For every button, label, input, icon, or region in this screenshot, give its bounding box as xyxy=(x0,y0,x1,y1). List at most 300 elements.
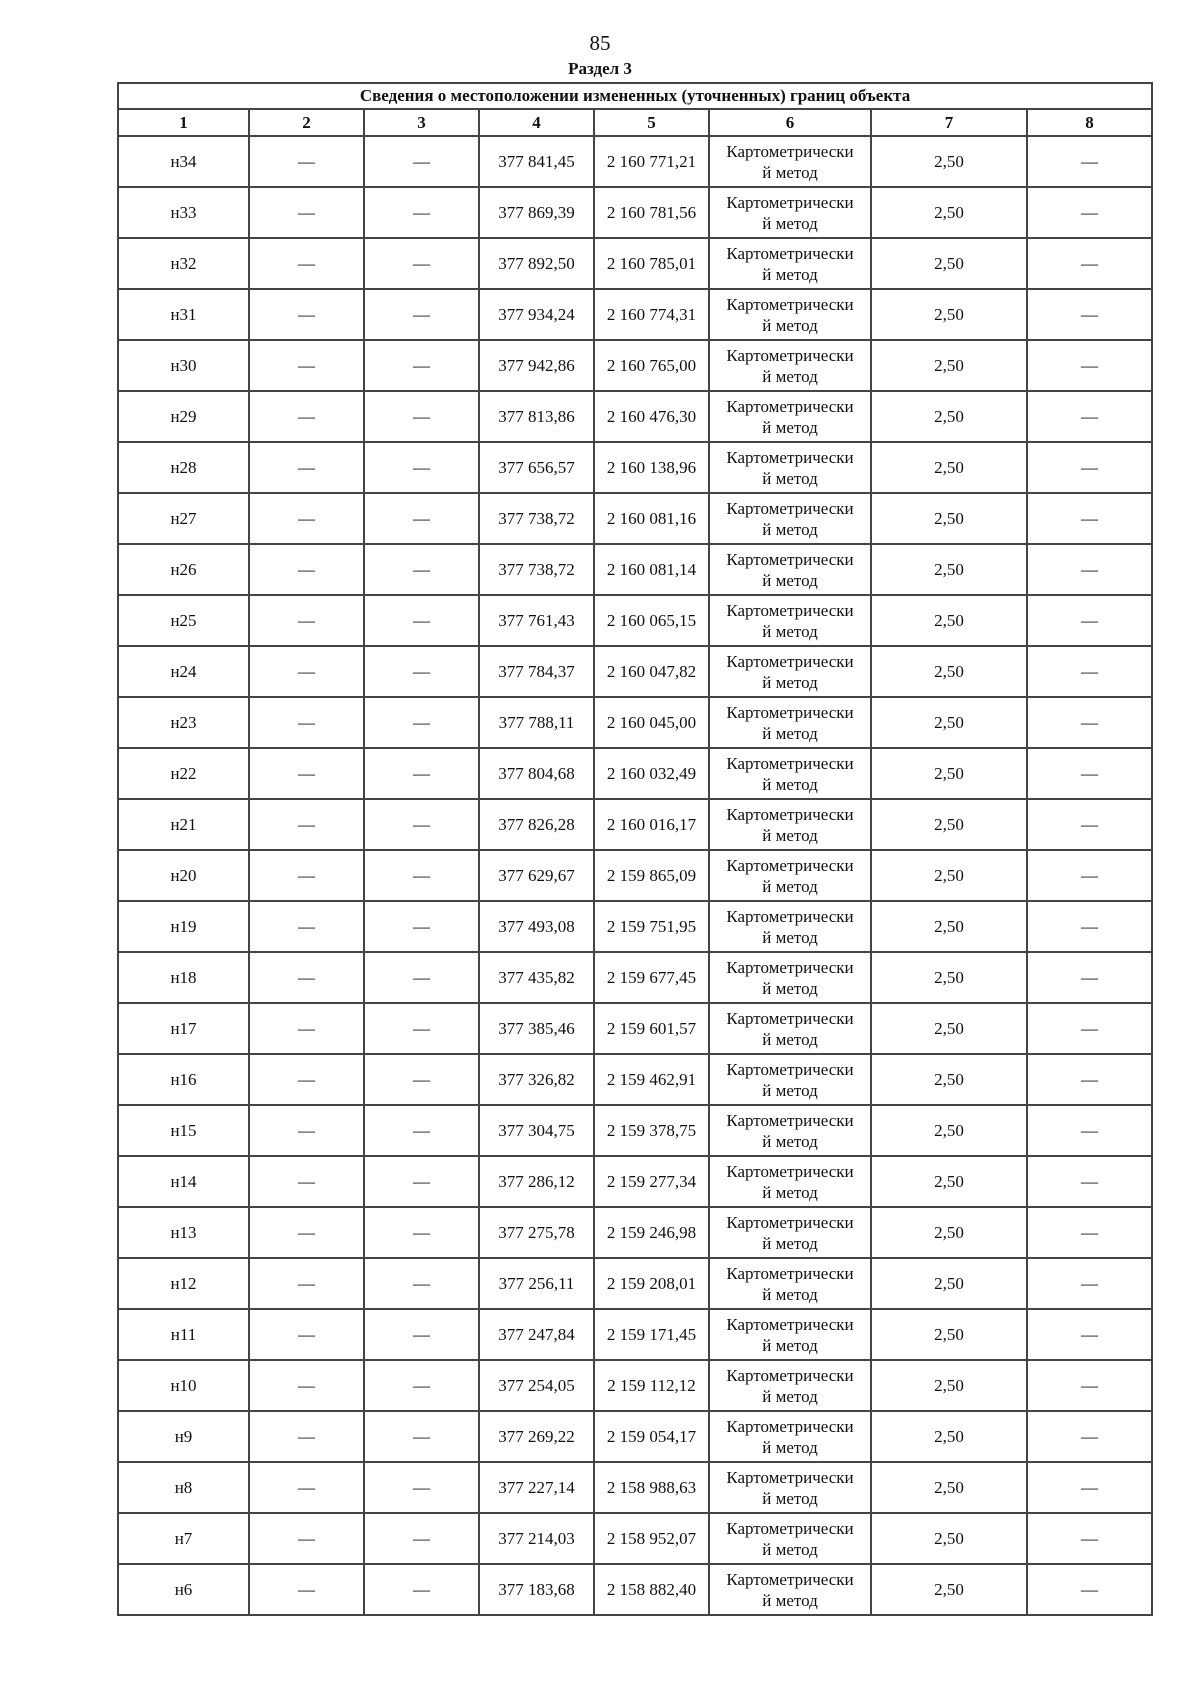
method-cell xyxy=(709,493,871,544)
column-2-cell: — xyxy=(249,1207,364,1258)
column-number: 4 xyxy=(479,109,594,136)
point-cell: н9 xyxy=(118,1411,249,1462)
y-coordinate-cell: 2 160 781,56 xyxy=(594,187,709,238)
column-2-cell: — xyxy=(249,187,364,238)
column-2-cell: — xyxy=(249,1054,364,1105)
y-coordinate-cell: 2 160 081,14 xyxy=(594,544,709,595)
method-cell xyxy=(709,1411,871,1462)
method-cell xyxy=(709,1207,871,1258)
method-cell xyxy=(709,748,871,799)
table-row xyxy=(118,1462,1152,1513)
column-number: 3 xyxy=(364,109,479,136)
column-2-cell: — xyxy=(249,1360,364,1411)
y-coordinate-cell: 2 160 771,21 xyxy=(594,136,709,187)
method-line-2: й метод xyxy=(762,1284,818,1304)
column-2-cell: — xyxy=(249,1564,364,1615)
page-number: 85 xyxy=(589,31,611,55)
column-3-cell: — xyxy=(364,595,479,646)
method-cell xyxy=(709,901,871,952)
column-3-cell: — xyxy=(364,544,479,595)
column-2-cell: — xyxy=(249,289,364,340)
method-line-2: й метод xyxy=(762,162,818,182)
table-row xyxy=(118,1564,1152,1615)
method-line-2: й метод xyxy=(762,825,818,845)
y-coordinate-cell: 2 158 882,40 xyxy=(594,1564,709,1615)
method-cell xyxy=(709,1360,871,1411)
point-cell: н23 xyxy=(118,697,249,748)
precision-cell: 2,50 xyxy=(871,340,1027,391)
method-line-2: й метод xyxy=(762,1131,818,1151)
column-8-cell: — xyxy=(1027,1309,1152,1360)
column-3-cell: — xyxy=(364,697,479,748)
column-2-cell: — xyxy=(249,1156,364,1207)
column-8-cell: — xyxy=(1027,493,1152,544)
table-row xyxy=(118,1411,1152,1462)
column-8-cell: — xyxy=(1027,1360,1152,1411)
y-coordinate-cell: 2 160 765,00 xyxy=(594,340,709,391)
y-coordinate-cell: 2 160 785,01 xyxy=(594,238,709,289)
method-cell xyxy=(709,799,871,850)
method-line-1: Картометрически xyxy=(726,396,854,416)
x-coordinate-cell: 377 275,78 xyxy=(479,1207,594,1258)
column-number: 1 xyxy=(118,109,249,136)
table-row xyxy=(118,391,1152,442)
column-number: 2 xyxy=(249,109,364,136)
precision-cell: 2,50 xyxy=(871,391,1027,442)
method-cell xyxy=(709,1258,871,1309)
method-cell xyxy=(709,187,871,238)
method-line-1: Картометрически xyxy=(726,1212,854,1232)
column-2-cell: — xyxy=(249,697,364,748)
method-line-1: Картометрически xyxy=(726,1314,854,1334)
method-line-2: й метод xyxy=(762,468,818,488)
method-line-1: Картометрически xyxy=(726,1365,854,1385)
point-cell: н7 xyxy=(118,1513,249,1564)
column-2-cell: — xyxy=(249,136,364,187)
x-coordinate-cell: 377 738,72 xyxy=(479,544,594,595)
x-coordinate-cell: 377 738,72 xyxy=(479,493,594,544)
method-cell xyxy=(709,1564,871,1615)
precision-cell: 2,50 xyxy=(871,748,1027,799)
table-row xyxy=(118,1309,1152,1360)
method-line-1: Картометрически xyxy=(726,243,854,263)
precision-cell: 2,50 xyxy=(871,1411,1027,1462)
table-row xyxy=(118,748,1152,799)
method-line-2: й метод xyxy=(762,1590,818,1610)
y-coordinate-cell: 2 159 277,34 xyxy=(594,1156,709,1207)
table-row xyxy=(118,289,1152,340)
y-coordinate-cell: 2 159 246,98 xyxy=(594,1207,709,1258)
y-coordinate-cell: 2 160 016,17 xyxy=(594,799,709,850)
table-row xyxy=(118,1105,1152,1156)
point-cell: н29 xyxy=(118,391,249,442)
method-cell xyxy=(709,1513,871,1564)
precision-cell: 2,50 xyxy=(871,1309,1027,1360)
method-line-2: й метод xyxy=(762,672,818,692)
method-cell xyxy=(709,1462,871,1513)
column-number: 7 xyxy=(871,109,1027,136)
table-row xyxy=(118,1003,1152,1054)
method-cell xyxy=(709,1156,871,1207)
method-line-1: Картометрически xyxy=(726,855,854,875)
point-cell: н10 xyxy=(118,1360,249,1411)
method-line-2: й метод xyxy=(762,417,818,437)
column-2-cell: — xyxy=(249,1105,364,1156)
precision-cell: 2,50 xyxy=(871,1156,1027,1207)
precision-cell: 2,50 xyxy=(871,136,1027,187)
table-row xyxy=(118,952,1152,1003)
method-line-1: Картометрически xyxy=(726,1467,854,1487)
column-8-cell: — xyxy=(1027,1156,1152,1207)
x-coordinate-cell: 377 286,12 xyxy=(479,1156,594,1207)
column-8-cell: — xyxy=(1027,901,1152,952)
table-row xyxy=(118,1258,1152,1309)
y-coordinate-cell: 2 160 032,49 xyxy=(594,748,709,799)
method-cell xyxy=(709,1054,871,1105)
y-coordinate-cell: 2 158 988,63 xyxy=(594,1462,709,1513)
table-row xyxy=(118,493,1152,544)
column-number: 8 xyxy=(1027,109,1152,136)
method-cell xyxy=(709,1309,871,1360)
x-coordinate-cell: 377 493,08 xyxy=(479,901,594,952)
column-2-cell: — xyxy=(249,850,364,901)
column-3-cell: — xyxy=(364,1564,479,1615)
x-coordinate-cell: 377 788,11 xyxy=(479,697,594,748)
x-coordinate-cell: 377 841,45 xyxy=(479,136,594,187)
method-line-1: Картометрически xyxy=(726,651,854,671)
column-3-cell: — xyxy=(364,799,479,850)
method-line-2: й метод xyxy=(762,978,818,998)
y-coordinate-cell: 2 159 677,45 xyxy=(594,952,709,1003)
y-coordinate-cell: 2 158 952,07 xyxy=(594,1513,709,1564)
x-coordinate-cell: 377 326,82 xyxy=(479,1054,594,1105)
point-cell: н20 xyxy=(118,850,249,901)
coordinates-table xyxy=(117,82,1153,1616)
column-8-cell: — xyxy=(1027,340,1152,391)
column-8-cell: — xyxy=(1027,697,1152,748)
method-line-2: й метод xyxy=(762,1386,818,1406)
method-line-1: Картометрически xyxy=(726,1008,854,1028)
method-line-1: Картометрически xyxy=(726,1518,854,1538)
column-3-cell: — xyxy=(364,289,479,340)
x-coordinate-cell: 377 629,67 xyxy=(479,850,594,901)
table-row xyxy=(118,1360,1152,1411)
table-row xyxy=(118,1054,1152,1105)
column-3-cell: — xyxy=(364,1156,479,1207)
precision-cell: 2,50 xyxy=(871,850,1027,901)
precision-cell: 2,50 xyxy=(871,187,1027,238)
column-8-cell: — xyxy=(1027,952,1152,1003)
column-3-cell: — xyxy=(364,493,479,544)
point-cell: н34 xyxy=(118,136,249,187)
x-coordinate-cell: 377 435,82 xyxy=(479,952,594,1003)
y-coordinate-cell: 2 159 054,17 xyxy=(594,1411,709,1462)
y-coordinate-cell: 2 160 081,16 xyxy=(594,493,709,544)
y-coordinate-cell: 2 160 476,30 xyxy=(594,391,709,442)
point-cell: н26 xyxy=(118,544,249,595)
x-coordinate-cell: 377 256,11 xyxy=(479,1258,594,1309)
precision-cell: 2,50 xyxy=(871,1513,1027,1564)
column-8-cell: — xyxy=(1027,442,1152,493)
precision-cell: 2,50 xyxy=(871,799,1027,850)
column-2-cell: — xyxy=(249,952,364,1003)
x-coordinate-cell: 377 869,39 xyxy=(479,187,594,238)
table-row xyxy=(118,697,1152,748)
method-line-1: Картометрически xyxy=(726,294,854,314)
x-coordinate-cell: 377 656,57 xyxy=(479,442,594,493)
table-row xyxy=(118,187,1152,238)
method-cell xyxy=(709,595,871,646)
table-row xyxy=(118,136,1152,187)
point-cell: н22 xyxy=(118,748,249,799)
method-line-1: Картометрически xyxy=(726,345,854,365)
x-coordinate-cell: 377 892,50 xyxy=(479,238,594,289)
x-coordinate-cell: 377 269,22 xyxy=(479,1411,594,1462)
column-8-cell: — xyxy=(1027,391,1152,442)
table-row xyxy=(118,238,1152,289)
column-3-cell: — xyxy=(364,646,479,697)
method-line-2: й метод xyxy=(762,927,818,947)
column-3-cell: — xyxy=(364,136,479,187)
column-3-cell: — xyxy=(364,442,479,493)
column-2-cell: — xyxy=(249,493,364,544)
precision-cell: 2,50 xyxy=(871,595,1027,646)
table-row xyxy=(118,646,1152,697)
method-cell xyxy=(709,340,871,391)
column-8-cell: — xyxy=(1027,1462,1152,1513)
method-line-1: Картометрически xyxy=(726,192,854,212)
point-cell: н16 xyxy=(118,1054,249,1105)
column-2-cell: — xyxy=(249,238,364,289)
method-cell xyxy=(709,442,871,493)
method-line-2: й метод xyxy=(762,366,818,386)
column-number: 5 xyxy=(594,109,709,136)
y-coordinate-cell: 2 159 112,12 xyxy=(594,1360,709,1411)
method-cell xyxy=(709,238,871,289)
precision-cell: 2,50 xyxy=(871,952,1027,1003)
method-cell xyxy=(709,1105,871,1156)
column-8-cell: — xyxy=(1027,799,1152,850)
point-cell: н33 xyxy=(118,187,249,238)
column-8-cell: — xyxy=(1027,646,1152,697)
x-coordinate-cell: 377 804,68 xyxy=(479,748,594,799)
y-coordinate-cell: 2 159 378,75 xyxy=(594,1105,709,1156)
column-8-cell: — xyxy=(1027,850,1152,901)
precision-cell: 2,50 xyxy=(871,544,1027,595)
point-cell: н18 xyxy=(118,952,249,1003)
y-coordinate-cell: 2 159 171,45 xyxy=(594,1309,709,1360)
precision-cell: 2,50 xyxy=(871,1105,1027,1156)
method-line-2: й метод xyxy=(762,315,818,335)
point-cell: н25 xyxy=(118,595,249,646)
column-8-cell: — xyxy=(1027,1003,1152,1054)
table-row xyxy=(118,544,1152,595)
method-line-1: Картометрически xyxy=(726,1416,854,1436)
column-8-cell: — xyxy=(1027,1054,1152,1105)
y-coordinate-cell: 2 160 065,15 xyxy=(594,595,709,646)
table-caption: Сведения о местоположении измененных (уточненных) границ объекта xyxy=(118,83,1152,109)
column-3-cell: — xyxy=(364,1207,479,1258)
method-line-1: Картометрически xyxy=(726,600,854,620)
method-cell xyxy=(709,136,871,187)
precision-cell: 2,50 xyxy=(871,1207,1027,1258)
column-2-cell: — xyxy=(249,442,364,493)
column-8-cell: — xyxy=(1027,187,1152,238)
method-line-2: й метод xyxy=(762,1488,818,1508)
column-2-cell: — xyxy=(249,595,364,646)
column-8-cell: — xyxy=(1027,544,1152,595)
method-line-1: Картометрически xyxy=(726,549,854,569)
table-row xyxy=(118,850,1152,901)
column-2-cell: — xyxy=(249,799,364,850)
method-line-2: й метод xyxy=(762,1335,818,1355)
precision-cell: 2,50 xyxy=(871,1462,1027,1513)
column-number: 6 xyxy=(709,109,871,136)
precision-cell: 2,50 xyxy=(871,493,1027,544)
column-3-cell: — xyxy=(364,1411,479,1462)
x-coordinate-cell: 377 227,14 xyxy=(479,1462,594,1513)
method-line-2: й метод xyxy=(762,519,818,539)
column-8-cell: — xyxy=(1027,748,1152,799)
x-coordinate-cell: 377 761,43 xyxy=(479,595,594,646)
column-2-cell: — xyxy=(249,901,364,952)
column-8-cell: — xyxy=(1027,1105,1152,1156)
method-line-1: Картометрически xyxy=(726,1569,854,1589)
method-cell xyxy=(709,646,871,697)
method-line-2: й метод xyxy=(762,264,818,284)
point-cell: н31 xyxy=(118,289,249,340)
x-coordinate-cell: 377 385,46 xyxy=(479,1003,594,1054)
y-coordinate-cell: 2 160 138,96 xyxy=(594,442,709,493)
y-coordinate-cell: 2 160 047,82 xyxy=(594,646,709,697)
column-3-cell: — xyxy=(364,340,479,391)
method-cell xyxy=(709,952,871,1003)
table-row xyxy=(118,799,1152,850)
method-line-1: Картометрически xyxy=(726,1263,854,1283)
method-line-1: Картометрически xyxy=(726,906,854,926)
point-cell: н28 xyxy=(118,442,249,493)
column-8-cell: — xyxy=(1027,238,1152,289)
column-8-cell: — xyxy=(1027,289,1152,340)
column-3-cell: — xyxy=(364,391,479,442)
column-8-cell: — xyxy=(1027,1411,1152,1462)
x-coordinate-cell: 377 784,37 xyxy=(479,646,594,697)
table-row xyxy=(118,442,1152,493)
method-line-1: Картометрически xyxy=(726,498,854,518)
method-cell xyxy=(709,391,871,442)
x-coordinate-cell: 377 942,86 xyxy=(479,340,594,391)
table-row xyxy=(118,340,1152,391)
column-8-cell: — xyxy=(1027,1258,1152,1309)
method-cell xyxy=(709,1003,871,1054)
method-cell xyxy=(709,697,871,748)
column-3-cell: — xyxy=(364,901,479,952)
table-row xyxy=(118,1156,1152,1207)
column-3-cell: — xyxy=(364,1054,479,1105)
method-cell xyxy=(709,850,871,901)
method-cell xyxy=(709,289,871,340)
column-3-cell: — xyxy=(364,1309,479,1360)
x-coordinate-cell: 377 304,75 xyxy=(479,1105,594,1156)
table-row xyxy=(118,595,1152,646)
y-coordinate-cell: 2 159 601,57 xyxy=(594,1003,709,1054)
column-2-cell: — xyxy=(249,391,364,442)
y-coordinate-cell: 2 160 045,00 xyxy=(594,697,709,748)
section-title: Раздел 3 xyxy=(568,59,632,78)
column-2-cell: — xyxy=(249,544,364,595)
method-line-1: Картометрически xyxy=(726,1059,854,1079)
method-line-1: Картометрически xyxy=(726,447,854,467)
method-line-2: й метод xyxy=(762,1029,818,1049)
column-3-cell: — xyxy=(364,850,479,901)
table-row xyxy=(118,901,1152,952)
column-numbers-row xyxy=(118,109,1152,136)
precision-cell: 2,50 xyxy=(871,697,1027,748)
point-cell: н21 xyxy=(118,799,249,850)
x-coordinate-cell: 377 826,28 xyxy=(479,799,594,850)
precision-cell: 2,50 xyxy=(871,289,1027,340)
point-cell: н15 xyxy=(118,1105,249,1156)
method-line-1: Картометрически xyxy=(726,753,854,773)
column-2-cell: — xyxy=(249,340,364,391)
y-coordinate-cell: 2 159 208,01 xyxy=(594,1258,709,1309)
precision-cell: 2,50 xyxy=(871,1054,1027,1105)
column-8-cell: — xyxy=(1027,1513,1152,1564)
method-line-2: й метод xyxy=(762,1539,818,1559)
column-2-cell: — xyxy=(249,1513,364,1564)
x-coordinate-cell: 377 183,68 xyxy=(479,1564,594,1615)
x-coordinate-cell: 377 254,05 xyxy=(479,1360,594,1411)
column-2-cell: — xyxy=(249,646,364,697)
column-3-cell: — xyxy=(364,187,479,238)
method-line-2: й метод xyxy=(762,1437,818,1457)
point-cell: н27 xyxy=(118,493,249,544)
column-2-cell: — xyxy=(249,1258,364,1309)
point-cell: н19 xyxy=(118,901,249,952)
y-coordinate-cell: 2 160 774,31 xyxy=(594,289,709,340)
point-cell: н14 xyxy=(118,1156,249,1207)
method-line-2: й метод xyxy=(762,1080,818,1100)
method-line-1: Картометрически xyxy=(726,702,854,722)
method-line-1: Картометрически xyxy=(726,1161,854,1181)
x-coordinate-cell: 377 813,86 xyxy=(479,391,594,442)
method-line-2: й метод xyxy=(762,774,818,794)
method-line-2: й метод xyxy=(762,621,818,641)
method-line-1: Картометрически xyxy=(726,804,854,824)
column-3-cell: — xyxy=(364,1513,479,1564)
precision-cell: 2,50 xyxy=(871,1258,1027,1309)
precision-cell: 2,50 xyxy=(871,646,1027,697)
x-coordinate-cell: 377 934,24 xyxy=(479,289,594,340)
column-2-cell: — xyxy=(249,748,364,799)
precision-cell: 2,50 xyxy=(871,1003,1027,1054)
point-cell: н17 xyxy=(118,1003,249,1054)
precision-cell: 2,50 xyxy=(871,238,1027,289)
precision-cell: 2,50 xyxy=(871,901,1027,952)
table-body xyxy=(118,136,1152,1615)
method-line-2: й метод xyxy=(762,876,818,896)
x-coordinate-cell: 377 247,84 xyxy=(479,1309,594,1360)
column-2-cell: — xyxy=(249,1411,364,1462)
precision-cell: 2,50 xyxy=(871,1360,1027,1411)
method-line-2: й метод xyxy=(762,213,818,233)
column-3-cell: — xyxy=(364,1462,479,1513)
point-cell: н24 xyxy=(118,646,249,697)
method-line-2: й метод xyxy=(762,723,818,743)
method-cell xyxy=(709,544,871,595)
method-line-2: й метод xyxy=(762,1233,818,1253)
column-3-cell: — xyxy=(364,238,479,289)
